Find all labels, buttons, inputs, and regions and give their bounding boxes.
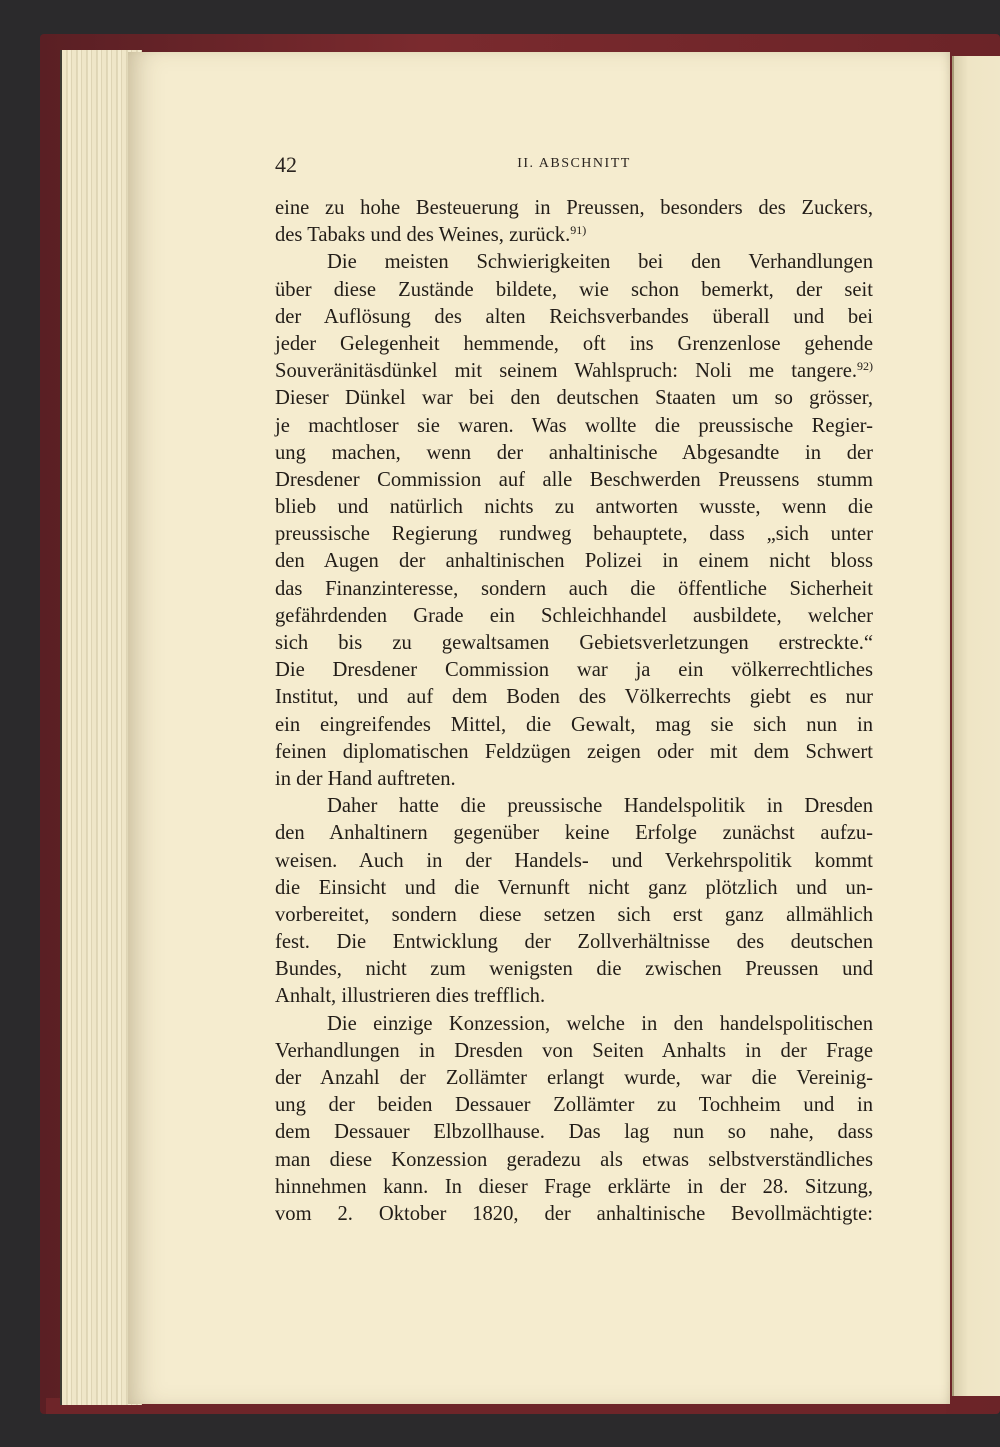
text-line xyxy=(275,249,873,276)
text-line-content: jeder Gelegenheit hemmende, oft ins Grenzenlose gehende xyxy=(275,332,873,355)
text-line-content: sich bis zu gewaltsamen Gebietsverletzungen erstreckte.“ xyxy=(275,632,873,654)
text-line-content: vom 2. Oktober 1820, der anhaltinische Bevollmächtigte: xyxy=(275,1202,873,1225)
text-line-content: in der Hand auftreten. xyxy=(275,767,456,790)
text-line-content: Dresdener Commission auf alle Beschwerden Preussens stumm xyxy=(275,468,873,491)
text-line-content: Souveränitäsdünkel mit seinem Wahlspruch: Noli me tangere. xyxy=(275,360,857,383)
text-line xyxy=(275,875,873,902)
text-line xyxy=(275,195,873,222)
footnote-marker: 92) xyxy=(857,359,873,374)
text-line xyxy=(275,1201,873,1228)
footnote-marker: 91) xyxy=(570,223,587,238)
page-number: 42 xyxy=(275,152,297,177)
facing-page-edge xyxy=(952,56,1000,1396)
text-line xyxy=(275,820,873,847)
text-line xyxy=(275,440,873,467)
text-line-content: die Einsicht und die Vernunft nicht ganz plötzlich und un- xyxy=(275,876,873,899)
text-line-content: das Finanzinteresse, sondern auch die öffentliche Sicherheit xyxy=(275,577,873,600)
text-line-content: Bundes, nicht zum wenigsten die zwischen Preussen und xyxy=(275,958,873,981)
text-line-content: Die einzige Konzession, welche in den handelspolitischen xyxy=(327,1012,873,1035)
text-line-content: Die meisten Schwierigkeiten bei den Verhandlungen xyxy=(327,251,873,274)
text-line-content: preussische Regierung rundweg behauptete, dass „sich unter xyxy=(275,523,873,546)
text-line xyxy=(275,467,873,494)
text-line xyxy=(275,548,873,575)
text-line xyxy=(275,521,873,548)
body-text xyxy=(275,195,873,1228)
text-line xyxy=(275,1011,873,1038)
text-line-content: je machtloser sie waren. Was wollte die preussische Regier- xyxy=(275,414,873,437)
text-line-content: Verhandlungen in Dresden von Seiten Anhalts in der Frage xyxy=(275,1039,873,1062)
text-line-content: Anhalt, illustrieren dies trefflich. xyxy=(275,985,546,1008)
text-line-content: weisen. Auch in der Handels- und Verkehrspolitik kommt xyxy=(275,849,873,872)
text-line-content: hinnehmen kann. In dieser Frage erklärte in der 28. Sitzung, xyxy=(275,1175,873,1198)
text-line xyxy=(275,304,873,331)
text-line xyxy=(275,983,873,1010)
running-head: II. ABSCHNITT xyxy=(517,156,631,171)
text-line-content: den Augen der anhaltinischen Polizei in einem nicht bloss xyxy=(275,550,873,573)
text-line-content: man diese Konzession geradezu als etwas selbstverständliches xyxy=(275,1148,873,1171)
text-line xyxy=(275,766,873,793)
text-line-content: Die Dresdener Commission war ja ein völkerrechtliches xyxy=(275,659,873,682)
text-line xyxy=(275,358,873,385)
text-line xyxy=(275,222,873,249)
text-line-content: gefährdenden Grade ein Schleichhandel ausbildete, welcher xyxy=(275,604,873,627)
text-line xyxy=(275,494,873,521)
page-header xyxy=(275,152,873,180)
text-line-content: dem Dessauer Elbzollhause. Das lag nun so nahe, dass xyxy=(275,1121,873,1144)
text-line xyxy=(275,1174,873,1201)
text-line-content: über diese Zustände bildete, wie schon bemerkt, der seit xyxy=(275,278,873,301)
text-line xyxy=(275,576,873,603)
text-line xyxy=(275,385,873,412)
text-line xyxy=(275,630,873,657)
text-line xyxy=(275,1119,873,1146)
text-line xyxy=(275,1092,873,1119)
text-line-content: den Anhaltinern gegenüber keine Erfolge zunächst aufzu- xyxy=(275,822,873,845)
text-line xyxy=(275,331,873,358)
text-line-content: des Tabaks und des Weines, zurück. xyxy=(275,224,571,247)
text-line xyxy=(275,657,873,684)
text-line xyxy=(275,848,873,875)
text-line xyxy=(275,1038,873,1065)
text-line-content: Institut, und auf dem Boden des Völkerrechts giebt es nur xyxy=(275,686,873,709)
text-line xyxy=(275,929,873,956)
text-line-content: ein eingreifendes Mittel, die Gewalt, mag sie sich nun in xyxy=(275,713,873,736)
text-line-content: ung der beiden Dessauer Zollämter zu Tochheim und in xyxy=(275,1094,873,1117)
text-line-content: Daher hatte die preussische Handelspolitik in Dresden xyxy=(327,795,873,818)
text-line-content: fest. Die Entwicklung der Zollverhältnisse des deutschen xyxy=(275,931,873,954)
text-line-content: feinen diplomatischen Feldzügen zeigen oder mit dem Schwert xyxy=(275,740,873,763)
text-line xyxy=(275,902,873,929)
text-line xyxy=(275,793,873,820)
text-line xyxy=(275,956,873,983)
text-line-content: blieb und natürlich nichts zu antworten wusste, wenn die xyxy=(275,496,873,519)
text-line-content: der Auflösung des alten Reichsverbandes überall und bei xyxy=(275,305,873,328)
text-line xyxy=(275,712,873,739)
text-line xyxy=(275,277,873,304)
text-line-content: ung machen, wenn der anhaltinische Abgesandte in der xyxy=(275,441,873,464)
text-line xyxy=(275,413,873,440)
text-line xyxy=(275,739,873,766)
text-line-content: Dieser Dünkel war bei den deutschen Staaten um so grösser, xyxy=(275,387,873,410)
text-line xyxy=(275,1065,873,1092)
text-line xyxy=(275,603,873,630)
text-line-content: der Anzahl der Zollämter erlangt wurde, war die Vereinig- xyxy=(275,1067,873,1089)
text-line xyxy=(275,1147,873,1174)
text-line-content: eine zu hohe Besteuerung in Preussen, besonders des Zuckers, xyxy=(275,197,873,219)
text-line xyxy=(275,684,873,711)
text-line-content: vorbereitet, sondern diese setzen sich erst ganz allmählich xyxy=(275,903,873,926)
